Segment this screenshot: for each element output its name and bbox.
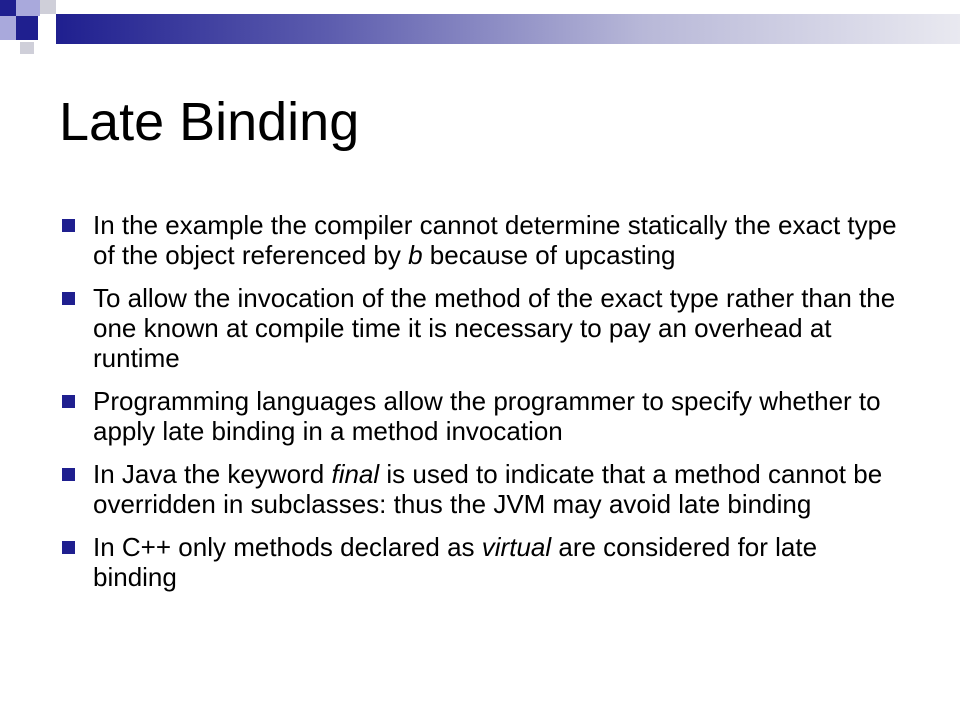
bullet-item bbox=[58, 459, 908, 519]
bullet-item bbox=[58, 532, 908, 592]
corner-square-grey bbox=[40, 0, 56, 14]
emphasis-virtual: virtual bbox=[481, 532, 552, 562]
square-bullet-icon bbox=[62, 292, 75, 305]
corner-square-navy-2 bbox=[16, 16, 38, 40]
bullet-text: In Java the keyword final is used to indicate that a method cannot be overridden in subclasses: thus the JVM may avoid late binding bbox=[93, 459, 883, 519]
square-bullet-icon bbox=[62, 541, 75, 554]
bullet-text: Programming languages allow the programmer to specify whether to apply late binding in a method invocation bbox=[93, 386, 881, 446]
bullet-text: In the example the compiler cannot determine statically the exact type of the object referenced by b because of upcasting bbox=[93, 210, 897, 270]
bullet-item bbox=[58, 210, 908, 270]
bullet-item bbox=[58, 283, 908, 373]
corner-square-navy bbox=[0, 0, 16, 16]
square-bullet-icon bbox=[62, 468, 75, 481]
bullet-list bbox=[58, 210, 908, 605]
corner-square-lavender bbox=[16, 0, 40, 16]
bullet-item bbox=[58, 386, 908, 446]
slide-title: Late Binding bbox=[59, 92, 360, 152]
square-bullet-icon bbox=[62, 219, 75, 232]
square-bullet-icon bbox=[62, 395, 75, 408]
corner-square-lavender-2 bbox=[0, 16, 16, 40]
corner-square-grey-2 bbox=[20, 42, 34, 54]
bullet-text: To allow the invocation of the method of the exact type rather than the one known at compile time it is necessary to pay an overhead at runtime bbox=[93, 283, 896, 373]
emphasis-final: final bbox=[331, 459, 380, 489]
emphasis-b: b bbox=[408, 240, 423, 270]
header-gradient-bar bbox=[56, 14, 960, 44]
bullet-text: In C++ only methods declared as virtual are considered for late binding bbox=[93, 532, 818, 592]
